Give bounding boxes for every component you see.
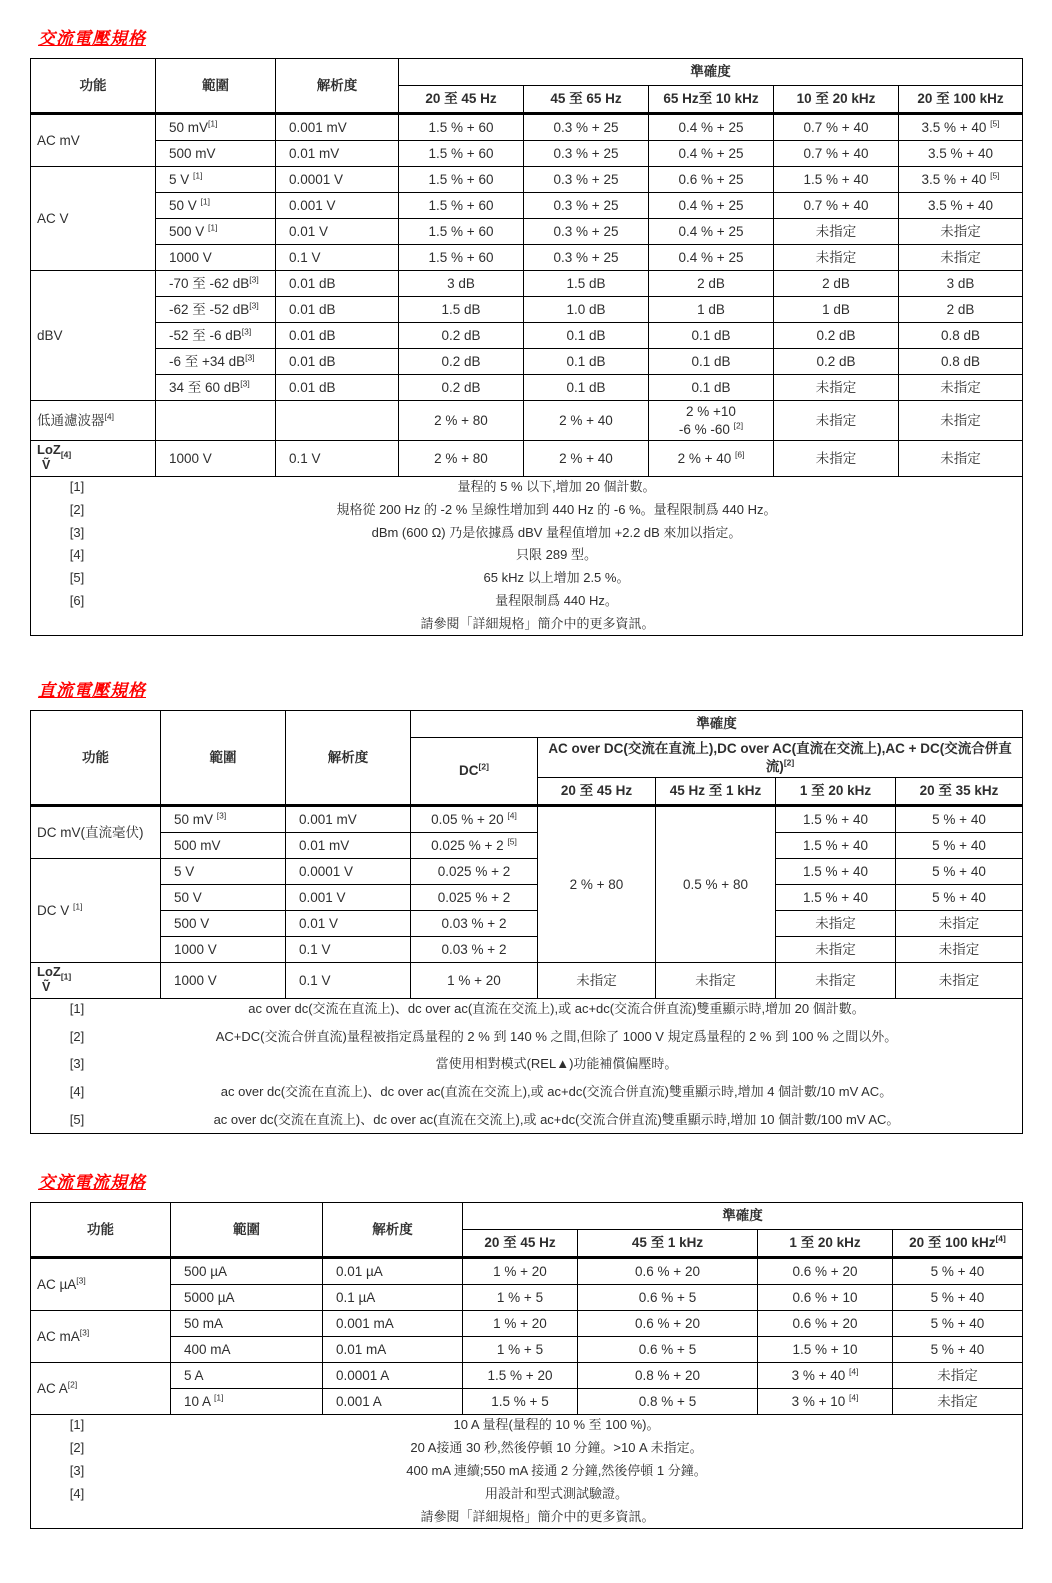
spec-cell: 1000 V bbox=[156, 441, 276, 477]
footnote-id: [4] bbox=[69, 1084, 85, 1100]
spec-cell: 2 % + 80 bbox=[538, 806, 656, 963]
function-cell: AC mA[3] bbox=[31, 1311, 171, 1363]
footnote-row bbox=[58, 1084, 1017, 1101]
function-cell: AC µA[3] bbox=[31, 1258, 171, 1311]
spec-cell: 2 % + 40 bbox=[524, 441, 649, 477]
spec-cell: 2 % +10 -6 % -60 [2] bbox=[649, 401, 774, 441]
spec-cell: 0.2 dB bbox=[399, 349, 524, 375]
spec-cell: 3 dB bbox=[399, 271, 524, 297]
spec-cell: 未指定 bbox=[774, 245, 899, 271]
spec-cell: 0.1 µA bbox=[323, 1285, 463, 1311]
spec-cell: 0.1 dB bbox=[649, 349, 774, 375]
spec-cell: 0.01 mA bbox=[323, 1337, 463, 1363]
spec-cell: 0.001 mV bbox=[276, 114, 399, 141]
spec-cell: 0.6 % + 5 bbox=[578, 1285, 758, 1311]
footnote-id: [3] bbox=[69, 524, 85, 540]
column-header: 45 Hz 至 1 kHz bbox=[656, 778, 776, 806]
footnote-row bbox=[58, 1486, 1017, 1503]
spec-cell: 0.2 dB bbox=[399, 323, 524, 349]
spec-cell: 0.2 dB bbox=[399, 375, 524, 401]
function-cell: AC V bbox=[31, 167, 156, 271]
spec-cell: 1 % + 5 bbox=[463, 1337, 578, 1363]
spec-cell: 1.5 % + 20 bbox=[463, 1363, 578, 1389]
spec-cell: 1000 V bbox=[161, 937, 286, 963]
spec-cell: 0.7 % + 40 bbox=[774, 193, 899, 219]
spec-cell: 0.01 µA bbox=[323, 1258, 463, 1285]
function-cell: DC mV(直流毫伏) bbox=[31, 806, 161, 859]
spec-cell: 1.5 % + 60 bbox=[399, 141, 524, 167]
spec-cell: 1 % + 20 bbox=[463, 1258, 578, 1285]
footnote-id: [5] bbox=[69, 570, 85, 586]
spec-cell: 0.6 % + 20 bbox=[758, 1258, 893, 1285]
spec-cell: 1.5 dB bbox=[524, 271, 649, 297]
column-header: 1 至 20 kHz bbox=[758, 1230, 893, 1258]
spec-cell: 0.01 dB bbox=[276, 375, 399, 401]
spec-cell: 3.5 % + 40 [5] bbox=[899, 114, 1023, 141]
footnote-text: 量程限制爲 440 Hz。 bbox=[495, 593, 618, 609]
footnotes-cell bbox=[31, 998, 1023, 1133]
table-footer-note: 請參閱「詳細規格」簡介中的更多資訊。 bbox=[420, 1508, 655, 1524]
footnote-text: AC+DC(交流合併直流)量程被指定爲量程的 2 % 到 140 % 之間,但除了 1000 V 規定爲量程的 2 % 到 100 % 之間以外。 bbox=[215, 1028, 898, 1044]
spec-cell: 0.4 % + 25 bbox=[649, 193, 774, 219]
footnote-row bbox=[58, 1029, 1017, 1046]
spec-cell: 0.3 % + 25 bbox=[524, 193, 649, 219]
spec-cell: 1.5 % + 40 bbox=[774, 167, 899, 193]
spec-cell: 50 V bbox=[161, 885, 286, 911]
accuracy-group-header: 準確度 bbox=[411, 710, 1023, 737]
footnote-text: 10 A 量程(量程的 10 % 至 100 %)。 bbox=[453, 1417, 660, 1433]
spec-cell: 0.001 V bbox=[286, 885, 411, 911]
spec-cell: 0.8 dB bbox=[899, 323, 1023, 349]
spec-cell: 0.01 mV bbox=[286, 833, 411, 859]
footnote-id: [2] bbox=[69, 1028, 85, 1044]
spec-cell: 0.6 % + 20 bbox=[758, 1311, 893, 1337]
footnote-text: dBm (600 Ω) 乃是依據爲 dBV 量程值增加 +2.2 dB 來加以指定。 bbox=[371, 524, 742, 540]
spec-cell: 未指定 bbox=[893, 1389, 1023, 1415]
spec-cell: 2 % + 40 bbox=[524, 401, 649, 441]
footnote-text: 400 mA 連續;550 mA 接通 2 分鐘,然後停頓 1 分鐘。 bbox=[406, 1462, 707, 1478]
footnote-text: ac over dc(交流在直流上)、dc over ac(直流在交流上),或 ac+dc(交流合併直流)雙重顯示時,增加 20 個計數。 bbox=[248, 1000, 865, 1016]
footnote-id: [5] bbox=[69, 1112, 85, 1128]
spec-cell: 0.4 % + 25 bbox=[649, 219, 774, 245]
spec-cell: 0.0001 V bbox=[276, 167, 399, 193]
spec-cell: 5 % + 40 bbox=[896, 806, 1023, 833]
footnote-row bbox=[58, 1001, 1017, 1018]
column-header: 功能 bbox=[31, 59, 156, 114]
spec-cell: 0.1 dB bbox=[524, 375, 649, 401]
spec-cell: 50 V [1] bbox=[156, 193, 276, 219]
spec-cell: 3 % + 10 [4] bbox=[758, 1389, 893, 1415]
section-ac-current bbox=[30, 1168, 1022, 1528]
spec-cell: 未指定 bbox=[899, 219, 1023, 245]
spec-cell: 1000 V bbox=[161, 963, 286, 999]
column-header: 10 至 20 kHz bbox=[774, 86, 899, 114]
spec-cell: 2 % + 80 bbox=[399, 401, 524, 441]
function-cell: 低通濾波器[4] bbox=[31, 401, 156, 441]
spec-cell: 0.1 dB bbox=[524, 349, 649, 375]
function-cell bbox=[31, 441, 156, 477]
spec-cell: 未指定 bbox=[899, 401, 1023, 441]
spec-cell: 1.5 % + 60 bbox=[399, 167, 524, 193]
spec-cell: 0.3 % + 25 bbox=[524, 114, 649, 141]
spec-cell: 34 至 60 dB[3] bbox=[156, 375, 276, 401]
footnote-id: [2] bbox=[69, 1440, 85, 1456]
spec-cell: 0.01 dB bbox=[276, 297, 399, 323]
spec-cell: 0.4 % + 25 bbox=[649, 245, 774, 271]
column-header: 功能 bbox=[31, 1203, 171, 1258]
table-footer-note: 請參閱「詳細規格」簡介中的更多資訊。 bbox=[420, 616, 655, 632]
spec-cell: 0.0001 A bbox=[323, 1363, 463, 1389]
spec-cell: 0.8 dB bbox=[899, 349, 1023, 375]
function-cell: AC A[2] bbox=[31, 1363, 171, 1415]
spec-cell: 未指定 bbox=[774, 401, 899, 441]
section-ac-voltage bbox=[30, 24, 1022, 636]
spec-cell: 1.5 % + 60 bbox=[399, 219, 524, 245]
column-header: 範圍 bbox=[156, 59, 276, 114]
footnotes-cell bbox=[31, 1415, 1023, 1528]
spec-cell: 0.1 dB bbox=[649, 323, 774, 349]
spec-cell: 未指定 bbox=[896, 911, 1023, 937]
spec-cell: 0.4 % + 25 bbox=[649, 141, 774, 167]
spec-cell: 0.3 % + 25 bbox=[524, 245, 649, 271]
spec-cell: -70 至 -62 dB[3] bbox=[156, 271, 276, 297]
spec-cell: 未指定 bbox=[776, 937, 896, 963]
column-header: 範圍 bbox=[161, 710, 286, 805]
spec-cell: 1000 V bbox=[156, 245, 276, 271]
spec-cell: 5 % + 40 bbox=[893, 1337, 1023, 1363]
footnote-id: [4] bbox=[69, 547, 85, 563]
function-cell: AC mV bbox=[31, 114, 156, 167]
spec-cell: 0.8 % + 5 bbox=[578, 1389, 758, 1415]
footnote-row bbox=[58, 525, 1017, 542]
footnote-id: [1] bbox=[69, 478, 85, 494]
spec-cell: 未指定 bbox=[538, 963, 656, 999]
section-title-ac-current: 交流電流規格 bbox=[38, 1173, 146, 1193]
spec-cell: 0.01 V bbox=[286, 911, 411, 937]
spec-cell: 未指定 bbox=[776, 963, 896, 999]
spec-cell: 0.2 dB bbox=[774, 323, 899, 349]
spec-cell: 3.5 % + 40 bbox=[899, 193, 1023, 219]
column-header: 1 至 20 kHz bbox=[776, 778, 896, 806]
column-header: 功能 bbox=[31, 710, 161, 805]
spec-cell: 未指定 bbox=[774, 441, 899, 477]
column-header: 45 至 65 Hz bbox=[524, 86, 649, 114]
spec-cell: 5 A bbox=[171, 1363, 323, 1389]
spec-cell: 1.5 % + 40 bbox=[776, 859, 896, 885]
footnote-row bbox=[58, 593, 1017, 610]
ac-voltage-spec-table bbox=[30, 58, 1023, 636]
footnote-text: 量程的 5 % 以下,增加 20 個計數。 bbox=[457, 478, 656, 494]
spec-cell: 0.3 % + 25 bbox=[524, 219, 649, 245]
spec-cell: 0.001 V bbox=[276, 193, 399, 219]
spec-cell: 1.5 % + 60 bbox=[399, 193, 524, 219]
section-title-dc-voltage: 直流電壓規格 bbox=[38, 680, 146, 700]
spec-cell: 1.5 % + 10 bbox=[758, 1337, 893, 1363]
footnote-row bbox=[58, 1463, 1017, 1480]
spec-cell: 0.7 % + 40 bbox=[774, 114, 899, 141]
footnote-row bbox=[58, 547, 1017, 564]
spec-cell: 0.1 V bbox=[286, 937, 411, 963]
spec-cell: 3.5 % + 40 [5] bbox=[899, 167, 1023, 193]
spec-cell: 5 V bbox=[161, 859, 286, 885]
spec-cell: 0.1 dB bbox=[649, 375, 774, 401]
spec-cell: 1.5 dB bbox=[399, 297, 524, 323]
spec-cell: 1 % + 5 bbox=[463, 1285, 578, 1311]
spec-cell: 未指定 bbox=[774, 375, 899, 401]
spec-cell: 0.001 mA bbox=[323, 1311, 463, 1337]
spec-cell: 0.01 V bbox=[276, 219, 399, 245]
spec-cell: 500 V [1] bbox=[156, 219, 276, 245]
spec-cell: 0.001 A bbox=[323, 1389, 463, 1415]
spec-cell: 0.1 dB bbox=[524, 323, 649, 349]
spec-cell: 1 % + 20 bbox=[463, 1311, 578, 1337]
spec-cell: 50 mA bbox=[171, 1311, 323, 1337]
section-title-ac-voltage: 交流電壓規格 bbox=[38, 29, 146, 48]
spec-cell: -62 至 -52 dB[3] bbox=[156, 297, 276, 323]
spec-cell: 未指定 bbox=[899, 375, 1023, 401]
spec-cell: 50 mV[1] bbox=[156, 114, 276, 141]
spec-cell: 0.03 % + 2 bbox=[411, 937, 538, 963]
column-header: 解析度 bbox=[276, 59, 399, 114]
spec-cell: 5 % + 40 bbox=[893, 1311, 1023, 1337]
spec-cell: 1.5 % + 40 bbox=[776, 833, 896, 859]
footnote-id: [1] bbox=[69, 1417, 85, 1433]
spec-cell: 1.5 % + 40 bbox=[776, 806, 896, 833]
spec-cell: 10 A [1] bbox=[171, 1389, 323, 1415]
spec-cell: 0.3 % + 25 bbox=[524, 141, 649, 167]
spec-cell: 未指定 bbox=[774, 219, 899, 245]
spec-cell: 未指定 bbox=[899, 441, 1023, 477]
footnote-text: 用設計和型式測試驗證。 bbox=[484, 1485, 628, 1501]
column-header: 解析度 bbox=[286, 710, 411, 805]
footnote-row bbox=[58, 570, 1017, 587]
spec-cell: 2 % + 80 bbox=[399, 441, 524, 477]
spec-cell bbox=[276, 401, 399, 441]
column-header: DC[2] bbox=[411, 737, 538, 805]
spec-cell: 5 % + 40 bbox=[896, 859, 1023, 885]
function-cell bbox=[31, 963, 161, 999]
spec-cell: 500 µA bbox=[171, 1258, 323, 1285]
spec-cell: 2 dB bbox=[899, 297, 1023, 323]
footnote-text: 65 kHz 以上增加 2.5 %。 bbox=[483, 570, 630, 586]
spec-cell: 1.5 % + 60 bbox=[399, 114, 524, 141]
footnote-id: [4] bbox=[69, 1485, 85, 1501]
spec-cell: 0.6 % + 20 bbox=[578, 1258, 758, 1285]
spec-cell: 0.8 % + 20 bbox=[578, 1363, 758, 1389]
column-header: 20 至 45 Hz bbox=[463, 1230, 578, 1258]
spec-cell: 0.6 % + 10 bbox=[758, 1285, 893, 1311]
footnote-row bbox=[58, 479, 1017, 496]
spec-cell: 1.5 % + 40 bbox=[776, 885, 896, 911]
function-cell: dBV bbox=[31, 271, 156, 401]
spec-cell: 500 V bbox=[161, 911, 286, 937]
spec-cell: 3 dB bbox=[899, 271, 1023, 297]
spec-cell: 0.01 dB bbox=[276, 271, 399, 297]
spec-cell: 未指定 bbox=[896, 937, 1023, 963]
spec-cell: 0.6 % + 25 bbox=[649, 167, 774, 193]
spec-cell: 0.6 % + 5 bbox=[578, 1337, 758, 1363]
spec-cell: 0.025 % + 2 bbox=[411, 885, 538, 911]
footnote-text: 當使用相對模式(REL▲)功能補償偏壓時。 bbox=[435, 1056, 678, 1072]
spec-cell: -52 至 -6 dB[3] bbox=[156, 323, 276, 349]
section-dc-voltage bbox=[30, 676, 1022, 1134]
spec-cell: 400 mA bbox=[171, 1337, 323, 1363]
spec-cell: 5 % + 40 bbox=[896, 833, 1023, 859]
spec-cell: 未指定 bbox=[896, 963, 1023, 999]
spec-cell: 500 mV bbox=[161, 833, 286, 859]
column-header: 20 至 45 Hz bbox=[538, 778, 656, 806]
spec-cell: 1 dB bbox=[774, 297, 899, 323]
spec-cell: 0.1 V bbox=[276, 245, 399, 271]
accuracy-group-header: 準確度 bbox=[399, 59, 1023, 86]
footnote-id: [2] bbox=[69, 501, 85, 517]
accuracy-group-header: AC over DC(交流在直流上),DC over AC(直流在交流上),AC + DC(交流合併直流)[2] bbox=[538, 737, 1023, 777]
column-header: 解析度 bbox=[323, 1203, 463, 1258]
spec-cell bbox=[156, 401, 276, 441]
column-header: 範圍 bbox=[171, 1203, 323, 1258]
spec-cell: 0.1 V bbox=[286, 963, 411, 999]
column-header: 20 至 100 kHz[4] bbox=[893, 1230, 1023, 1258]
spec-cell: 1.0 dB bbox=[524, 297, 649, 323]
spec-cell: 0.7 % + 40 bbox=[774, 141, 899, 167]
spec-cell: 0.2 dB bbox=[774, 349, 899, 375]
footnote-id: [3] bbox=[69, 1056, 85, 1072]
spec-cell: 0.01 dB bbox=[276, 349, 399, 375]
accuracy-group-header: 準確度 bbox=[463, 1203, 1023, 1230]
spec-cell: 50 mV [3] bbox=[161, 806, 286, 833]
spec-cell: 0.01 mV bbox=[276, 141, 399, 167]
spec-cell: 1.5 % + 60 bbox=[399, 245, 524, 271]
spec-cell: 2 dB bbox=[774, 271, 899, 297]
spec-cell: 5 % + 40 bbox=[893, 1285, 1023, 1311]
spec-cell: 5000 µA bbox=[171, 1285, 323, 1311]
spec-cell: 0.05 % + 20 [4] bbox=[411, 806, 538, 833]
dc-voltage-spec-table bbox=[30, 710, 1023, 1134]
footnote-id: [1] bbox=[69, 1000, 85, 1016]
spec-cell: 0.1 V bbox=[276, 441, 399, 477]
footnotes-cell bbox=[31, 476, 1023, 635]
spec-cell: 0.03 % + 2 bbox=[411, 911, 538, 937]
footnote-text: 只限 289 型。 bbox=[516, 547, 597, 563]
footnote-id: [3] bbox=[69, 1462, 85, 1478]
spec-cell: 0.01 dB bbox=[276, 323, 399, 349]
footnote-row bbox=[58, 502, 1017, 519]
footnote-id: [6] bbox=[69, 593, 85, 609]
column-header: 65 Hz至 10 kHz bbox=[649, 86, 774, 114]
spec-cell: 500 mV bbox=[156, 141, 276, 167]
spec-cell: 未指定 bbox=[893, 1363, 1023, 1389]
spec-cell: 0.6 % + 20 bbox=[578, 1311, 758, 1337]
loz-function-label: LoZ$_{[1]}$ Ṽ bbox=[37, 964, 72, 995]
spec-cell: -6 至 +34 dB[3] bbox=[156, 349, 276, 375]
footnote-text: ac over dc(交流在直流上)、dc over ac(直流在交流上),或 ac+dc(交流合併直流)雙重顯示時,增加 4 個計數/10 mV AC。 bbox=[220, 1084, 893, 1100]
spec-cell: 0.025 % + 2 bbox=[411, 859, 538, 885]
footnote-text: 規格從 200 Hz 的 -2 % 呈線性增加到 440 Hz 的 -6 %。量程限制爲 440 Hz。 bbox=[336, 501, 777, 517]
spec-cell: 未指定 bbox=[656, 963, 776, 999]
spec-cell: 1 % + 20 bbox=[411, 963, 538, 999]
column-header: 20 至 45 Hz bbox=[399, 86, 524, 114]
spec-cell: 0.5 % + 80 bbox=[656, 806, 776, 963]
function-cell: DC V [1] bbox=[31, 859, 161, 963]
spec-cell: 未指定 bbox=[899, 245, 1023, 271]
spec-cell: 1.5 % + 5 bbox=[463, 1389, 578, 1415]
spec-cell: 未指定 bbox=[776, 911, 896, 937]
column-header: 20 至 100 kHz bbox=[899, 86, 1023, 114]
spec-cell: 0.001 mV bbox=[286, 806, 411, 833]
spec-cell: 2 % + 40 [6] bbox=[649, 441, 774, 477]
spec-cell: 0.0001 V bbox=[286, 859, 411, 885]
spec-cell: 2 dB bbox=[649, 271, 774, 297]
spec-cell: 3 % + 40 [4] bbox=[758, 1363, 893, 1389]
spec-cell: 0.025 % + 2 [5] bbox=[411, 833, 538, 859]
spec-cell: 0.4 % + 25 bbox=[649, 114, 774, 141]
ac-current-spec-table bbox=[30, 1202, 1023, 1528]
spec-cell: 5 % + 40 bbox=[896, 885, 1023, 911]
footnote-row bbox=[58, 1417, 1017, 1434]
footnote-row bbox=[58, 1056, 1017, 1073]
footnote-row bbox=[58, 1112, 1017, 1129]
footnote-text: 20 A接通 30 秒,然後停頓 10 分鐘。>10 A 未指定。 bbox=[410, 1440, 703, 1456]
spec-cell: 5 % + 40 bbox=[893, 1258, 1023, 1285]
column-header: 45 至 1 kHz bbox=[578, 1230, 758, 1258]
column-header: 20 至 35 kHz bbox=[896, 778, 1023, 806]
footnote-text: ac over dc(交流在直流上)、dc over ac(直流在交流上),或 ac+dc(交流合併直流)雙重顯示時,增加 10 個計數/100 mV AC。 bbox=[213, 1112, 900, 1128]
spec-cell: 0.3 % + 25 bbox=[524, 167, 649, 193]
spec-cell: 1 dB bbox=[649, 297, 774, 323]
spec-cell: 5 V [1] bbox=[156, 167, 276, 193]
spec-cell: 3.5 % + 40 bbox=[899, 141, 1023, 167]
loz-function-label: LoZ$_{[4]}$ Ṽ bbox=[37, 442, 72, 473]
